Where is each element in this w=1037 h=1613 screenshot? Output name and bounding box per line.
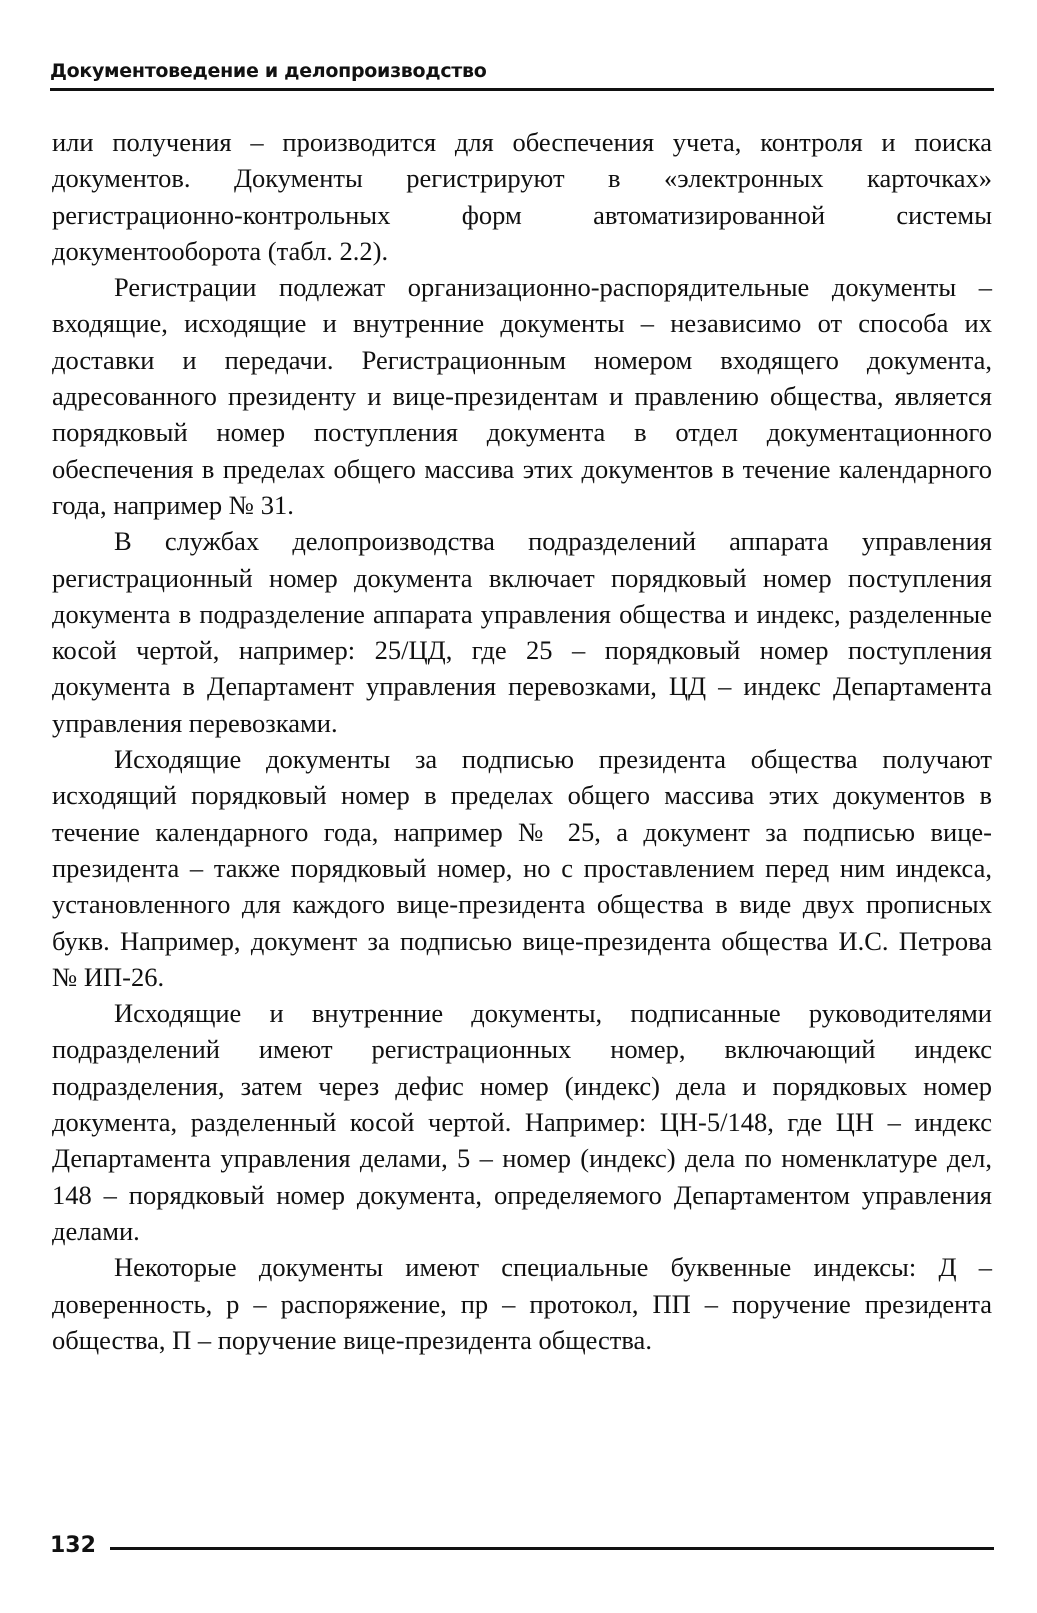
running-header-title: Документоведение и делопроизводство (50, 60, 487, 82)
paragraph-outgoing-president: Исходящие документы за подписью президента общества получают исходящий порядковый номер в пределах общего массива этих документов в течение календарного года, например № 25, а документ за подписью вице-президента – также порядковый номер, но с проставлением перед ним индекса, установленного для каждого вице-президента общества в виде двух прописных букв. Например, документ за подписью вице-президента общества И.С. Петрова № ИП-26. (52, 744, 992, 992)
page-number: 132 (50, 1533, 96, 1558)
page-footer (50, 1531, 994, 1561)
paragraph-continuation: или получения – производится для обеспечения учета, контроля и поиска документов. Документы регистрируют в «электронных карточках» регистрационно-контрольных форм автоматизированной системы документооборота (табл. 2.2). (52, 127, 992, 266)
paragraph-division-numbering: В службах делопроизводства подразделений аппарата управления регистрационный номер документа включает порядковый номер поступления документа в подразделение аппарата управления общества и индекс, разделенные косой чертой, например: 25/ЦД, где 25 – порядковый номер поступления документа в Департамент управления перевозками, ЦД – индекс Департамента управления перевозками. (52, 526, 992, 738)
paragraph-outgoing-internal: Исходящие и внутренние документы, подписанные руководителями подразделений имеют регистрационных номер, включающий индекс подразделения, затем через дефис номер (индекс) дела и порядковых номер документа, разделенный косой чертой. Например: ЦН-5/148, где ЦН – индекс Департамента управления делами, 5 – номер (индекс) дела по номенклатуре дел, 148 – порядковый номер документа, определяемого Департаментом управления делами. (52, 998, 992, 1246)
footer-rule (110, 1547, 994, 1550)
running-header (50, 60, 994, 91)
paragraph-registration-subject: Регистрации подлежат организационно-распорядительные документы – входящие, исходящие и внутренние документы – независимо от способа их доставки и передачи. Регистрационным номером входящего документа, адресованного президенту и вице-президентам и правлению общества, является порядковый номер поступления документа в отдел документационного обеспечения в пределах общего массива этих документов в течение календарного года, например № 31. (52, 272, 992, 520)
paragraph-letter-indices: Некоторые документы имеют специальные буквенные индексы: Д – доверенность, р – распоряжение, пр – протокол, ПП – поручение президента общества, П – поручение вице-президента общества. (52, 1252, 992, 1355)
body-text (52, 124, 992, 1358)
